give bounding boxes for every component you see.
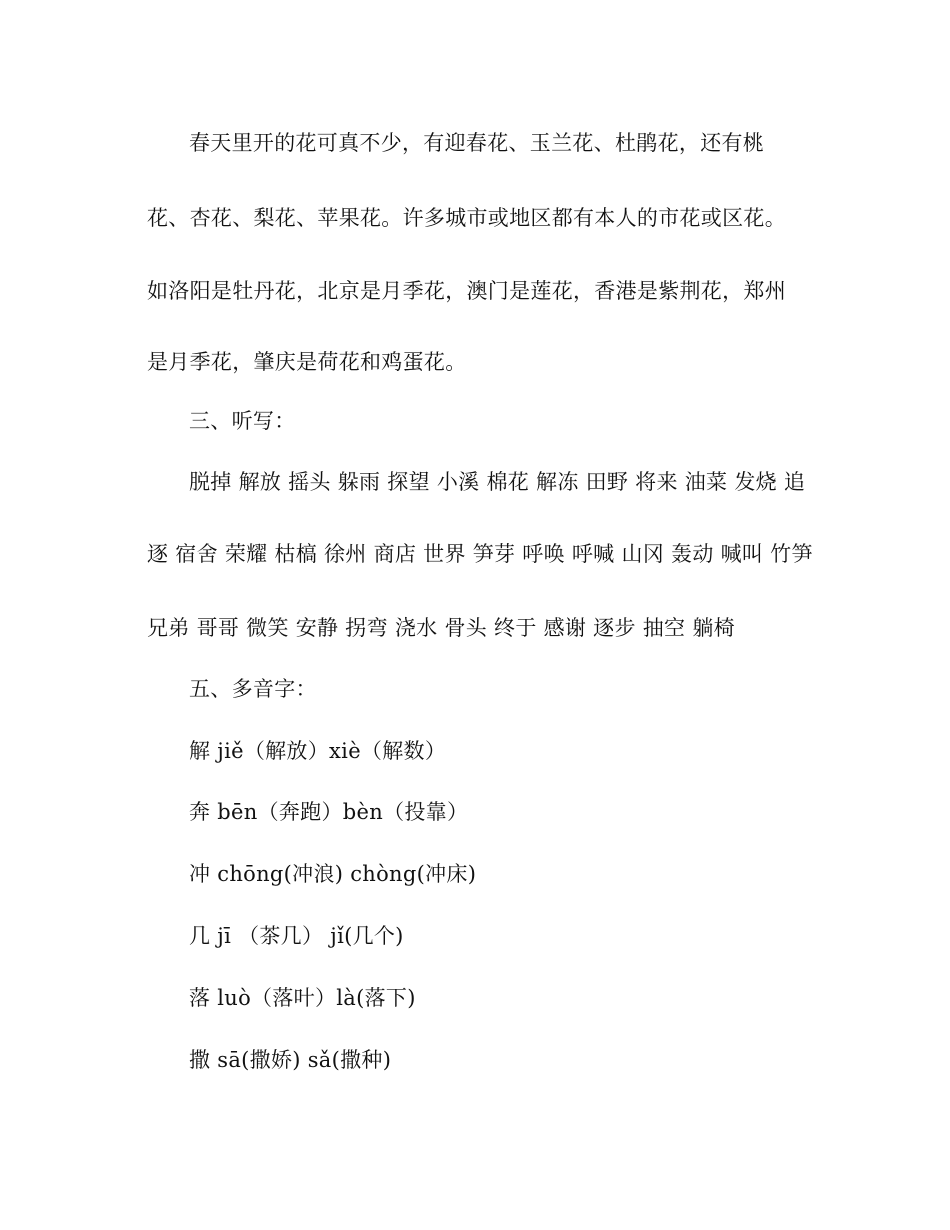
polyphone-item: 奔 bēn（奔跑）bèn（投靠）	[189, 800, 469, 824]
polyphone-item: 冲 chōng(冲浪) chòng(冲床)	[189, 862, 477, 886]
paragraph-line: 如洛阳是牡丹花，北京是月季花，澳门是莲花，香港是紫荆花，郑州	[147, 279, 786, 303]
polyphone-item: 几 jī （茶几） jǐ(几个)	[189, 924, 404, 948]
paragraph-line: 是月季花，肇庆是荷花和鸡蛋花。	[147, 350, 467, 374]
polyphone-item: 落 luò（落叶）là(落下)	[189, 986, 416, 1010]
polyphone-item: 撒 sā(撒娇) sǎ(撒种)	[189, 1048, 392, 1072]
dictation-line: 兄弟 哥哥 微笑 安静 拐弯 浇水 骨头 终于 感谢 逐步 抽空 躺椅	[147, 616, 735, 640]
dictation-line: 脱掉 解放 摇头 躲雨 探望 小溪 棉花 解冻 田野 将来 油菜 发烧 追	[189, 470, 806, 494]
polyphone-heading: 五、多音字：	[189, 677, 317, 701]
paragraph-line: 花、杏花、梨花、苹果花。许多城市或地区都有本人的市花或区花。	[147, 206, 786, 230]
polyphone-item: 解 jiě（解放）xiè（解数）	[189, 739, 447, 763]
dictation-heading: 三、听写：	[189, 409, 296, 433]
paragraph-line: 春天里开的花可真不少，有迎春花、玉兰花、杜鹃花，还有桃	[189, 131, 765, 155]
dictation-line: 逐 宿舍 荣耀 枯槁 徐州 商店 世界 笋芽 呼唤 呼喊 山冈 轰动 喊叫 竹笋	[147, 542, 813, 566]
